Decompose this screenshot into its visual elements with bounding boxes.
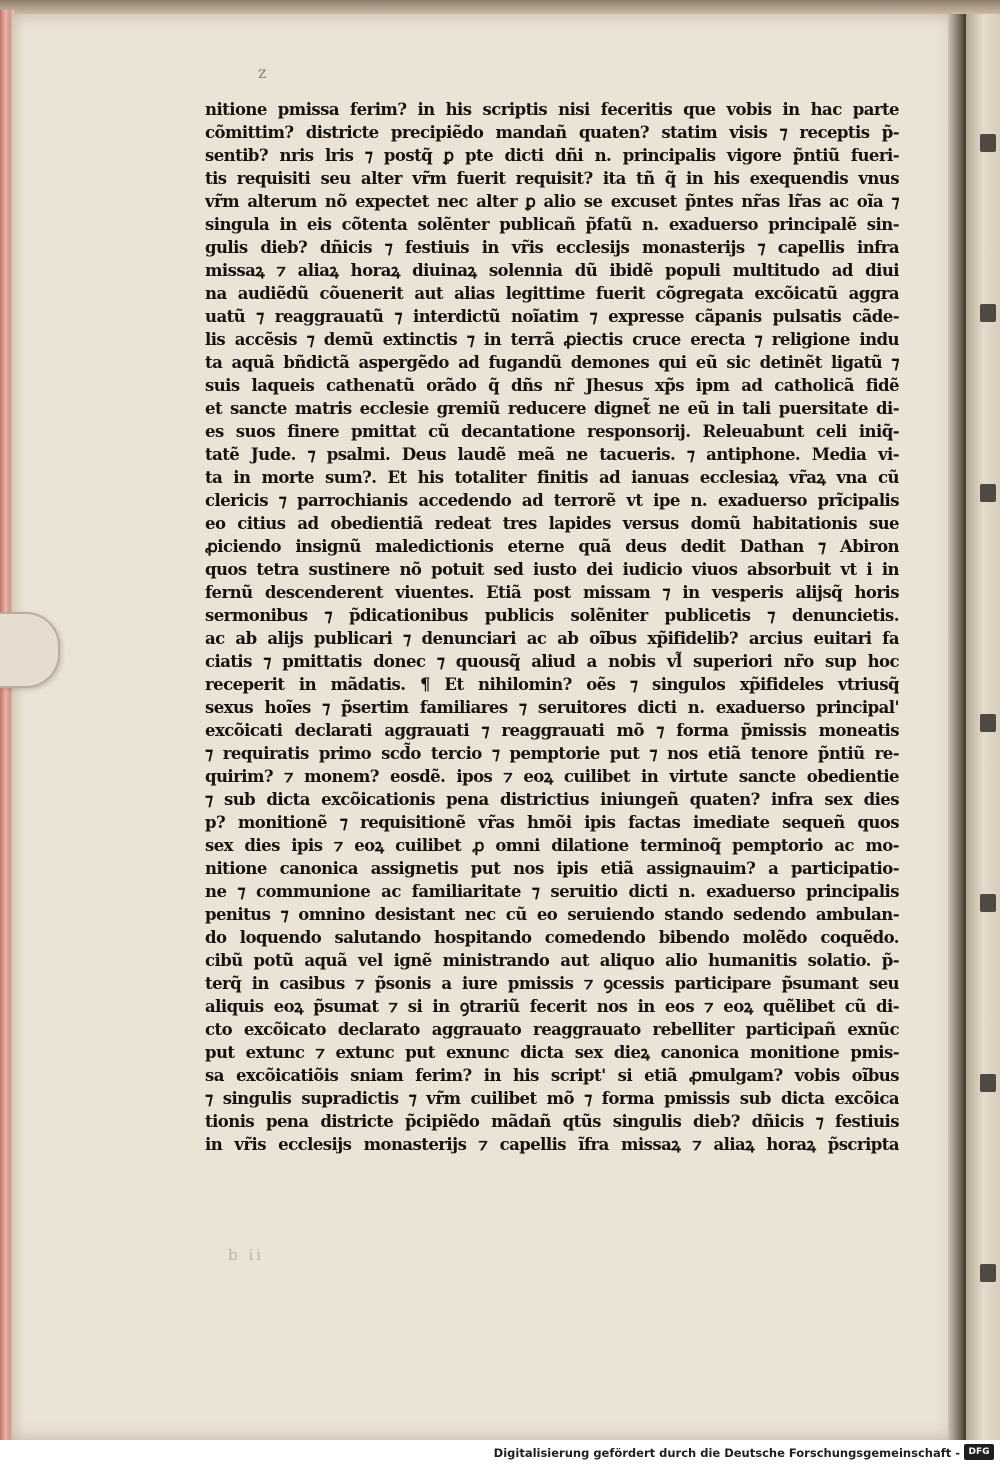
text-line: ciatis ⁊ pmittatis donec ⁊ quousq̃ aliud a nobis vl̃ superiori nr̃o sup hoc: [205, 652, 899, 671]
facing-page-glyph: [980, 484, 996, 502]
text-line: cõmittim? districte precipiẽdo mandañ quaten? statim visis ⁊ receptis p̃-: [205, 123, 899, 142]
page-gutter: [948, 14, 966, 1440]
text-column: [205, 98, 899, 1238]
text-line: na audiẽdũ cõuenerit aut alias legittime fuerit cõgregata excõicatũ aggra: [205, 284, 899, 303]
facing-page-glyph: [980, 714, 996, 732]
text-line: ⁊ requiratis primo scd̃o tercio ⁊ pemptorie put ⁊ nos etiã tenore p̃ntiũ re-: [205, 744, 899, 763]
footer-bar: [0, 1440, 1000, 1465]
text-line: ta aquã bñdictã aspergẽdo ad fugandũ demones qui eũ sic detinẽt ligatũ ⁊: [205, 353, 899, 372]
text-line: sa excõicatiõis sniam ferim? in his script' si etiã ꝓmulgam? vobis oĩbus: [205, 1066, 899, 1085]
text-line: in vr̃is ecclesijs monasterijs ⁊ capellis ĩfra missaꝝ ⁊ aliaꝝ horaꝝ p̃scripta: [205, 1135, 899, 1154]
text-line: sermonibus ⁊ p̃dicationibus publicis solẽniter publicetis ⁊ denuncietis.: [205, 606, 899, 625]
text-line: tis requisiti seu alter vr̃m fuerit requisit? ita tñ q̃ in his exequendis vnus: [205, 169, 899, 188]
text-line: lis accẽsis ⁊ demũ extinctis ⁊ in terrã ꝓiectis cruce erecta ⁊ religione indu: [205, 330, 899, 349]
text-line: tatẽ Jude. ⁊ psalmi. Deus laudẽ meã ne tacueris. ⁊ antiphone. Media vi-: [205, 445, 899, 464]
text-line: es suos finere pmittat cũ decantatione responsorij. Releuabunt celi iniq̃-: [205, 422, 899, 441]
bookmark-clip: [0, 612, 60, 688]
text-line: sentib? nris lris ⁊ postq̃ ꝑ pte dicti dñi n. principalis vigore p̃ntiũ fueri-: [205, 146, 899, 165]
text-line: terq̃ in casibus ⁊ p̃sonis a iure pmissis ⁊ ꝯcessis participare p̃sumant seu: [205, 974, 899, 993]
facing-page-glyph: [980, 304, 996, 322]
facing-page-glyph: [980, 1074, 996, 1092]
text-line: ꝓiciendo insignũ maledictionis eterne quã deus dedit Dathan ⁊ Abiron: [205, 537, 899, 556]
text-line: singula in eis cõtenta solẽnter publicañ p̃fatũ n. exaduerso principalẽ sin-: [205, 215, 899, 234]
facing-page-glyph: [980, 1264, 996, 1282]
text-line: quirim? ⁊ monem? eosdẽ. ipos ⁊ eoꝝ cuilibet in virtute sancte obedientie: [205, 767, 899, 786]
page-top-edge: [0, 0, 1000, 14]
footer-credit: Digitalisierung gefördert durch die Deutsche Forschungsgemeinschaft -: [493, 1446, 960, 1460]
text-line: ac ab alijs publicari ⁊ denunciari ac ab oĩbus xp̃ifidelib? arcius euitari fa: [205, 629, 899, 648]
text-line: cto excõicato declarato aggrauato reaggrauato rebelliter participañ exnũc: [205, 1020, 899, 1039]
text-line: nitione canonica assignetis put nos ipis etiã assignauim? a participatio-: [205, 859, 899, 878]
text-line: p? monitionẽ ⁊ requisitionẽ vr̃as hmõi ipis factas imediate sequeñ quos: [205, 813, 899, 832]
text-line: ta in morte sum?. Et his totaliter finitis ad ianuas ecclesiaꝝ vr̃aꝝ vna cũ: [205, 468, 899, 487]
text-line: excõicati declarati aggrauati ⁊ reaggrauati mõ ⁊ forma p̃missis moneatis: [205, 721, 899, 740]
text-line: gulis dieb? dñicis ⁊ festiuis in vr̃is ecclesijs monasterijs ⁊ capellis infra: [205, 238, 899, 257]
facing-page-edge: [966, 14, 1000, 1440]
text-line: nitione pmissa ferim? in his scriptis nisi feceritis que vobis in hac parte: [205, 100, 899, 119]
text-line: cibũ potũ aquã vel ignẽ ministrando aut aliquo alio humanitis solatio. p̃-: [205, 951, 899, 970]
facing-page-glyph: [980, 134, 996, 152]
text-line: missaꝝ ⁊ aliaꝝ horaꝝ diuinaꝝ solennia dũ ibidẽ populi multitudo ad diui: [205, 261, 899, 280]
text-line: put extunc ⁊ extunc put exnunc dicta sex dieꝝ canonica monitione pmis-: [205, 1043, 899, 1062]
text-line: tionis pena districte p̃cipiẽdo mãdañ qtũs singulis dieb? dñicis ⁊ festiuis: [205, 1112, 899, 1131]
text-line: ⁊ sub dicta excõicationis pena districtius iniungeñ quaten? infra sex dies: [205, 790, 899, 809]
text-line: ⁊ singulis supradictis ⁊ vr̃m cuilibet mõ ⁊ forma pmissis sub dicta excõica: [205, 1089, 899, 1108]
text-line: aliquis eoꝝ p̃sumat ⁊ si in ꝯtrariũ fecerit nos in eos ⁊ eoꝝ quẽlibet cũ di-: [205, 997, 899, 1016]
text-line: penitus ⁊ omnino desistant nec cũ eo seruiendo stando sedendo ambulan-: [205, 905, 899, 924]
text-line: uatũ ⁊ reaggrauatũ ⁊ interdictũ noĩatim ⁊ expresse cãpanis pulsatis cãde-: [205, 307, 899, 326]
text-line: et sancte matris ecclesie gremiũ reducere dignet̃ ne eũ in tali puersitate di-: [205, 399, 899, 418]
text-line: receperit in mãdatis. ¶ Et nihilomin? oẽs ⁊ singulos xp̃ifideles vtriusq̃: [205, 675, 899, 694]
text-line: vr̃m alterum nõ expectet nec alter ꝑ alio se excuset p̃ntes nr̃as lr̃as ac oĩa ⁊: [205, 192, 899, 211]
dfg-logo-icon: DFG: [964, 1444, 994, 1460]
text-line: do loquendo salutando hospitando comedendo bibendo molẽdo coquẽdo.: [205, 928, 899, 947]
text-line: ne ⁊ communione ac familiaritate ⁊ seruitio dicti n. exaduerso principalis: [205, 882, 899, 901]
text-line: eo citius ad obedientiã redeat tres lapides versus domũ habitationis sue: [205, 514, 899, 533]
text-line: fernũ descenderent viuentes. Etiã post missam ⁊ in vesperis alijsq̃ horis: [205, 583, 899, 602]
text-line: sexus hoĩes ⁊ p̃sertim familiares ⁊ seruitores dicti n. exaduerso principal': [205, 698, 899, 717]
text-line: suis laqueis cathenatũ orãdo q̃ dñs nr̃ Jhesus xp̃s ipm ad catholicã fidẽ: [205, 376, 899, 395]
text-line: clericis ⁊ parrochianis accedendo ad terrorẽ vt ipe n. exaduerso prĩcipalis: [205, 491, 899, 510]
page-mark: z: [258, 63, 267, 82]
signature-mark: b ii: [228, 1246, 264, 1264]
text-line: quos tetra sustinere nõ potuit sed iusto dei iudicio viuos absorbuit vt i in: [205, 560, 899, 579]
facing-page-glyph: [980, 894, 996, 912]
text-line: sex dies ipis ⁊ eoꝝ cuilibet ꝓ omni dilatione terminoq̃ pemptorio ac mo-: [205, 836, 899, 855]
